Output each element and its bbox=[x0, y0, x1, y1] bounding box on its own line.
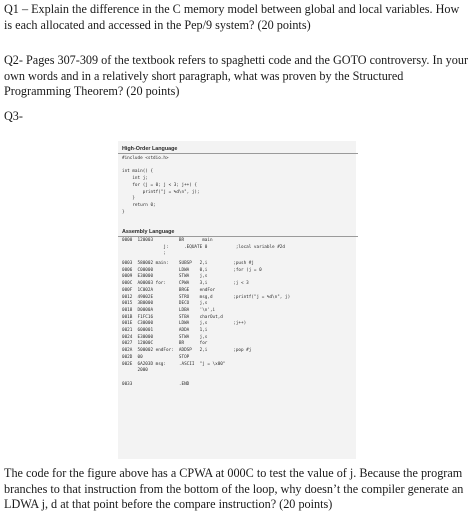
assembly-language-heading: Assembly Language bbox=[122, 229, 175, 235]
assembly-listing: 0003 580002 main: SUBSP 2,i ;push #j 0006 C00000 LDWA 0,i ;for (j = 0 0009 E30000 STWA j,s 000C A00003 for: CPWA 3,i ;j < 3 000F 1C002A BRGE endFor 0012 49002E STRO msg,d ;printf("j = %d\n", j) 0015 3B0000 DECO j,s 0018 D0000A LDBA '\n',i 001B F1FC16 STBA charOut,d 001E C30000 LDWA j,s ;j++) 0021 600001 ADDA 1,i 0024 E30000 STWA j,s 0027 12000C BR for 002A 500002 endFor: ADDSP 2,i ;pop #j 002D 00 STOP 002E 6A203D msg: .ASCII "j = \x00" 2000 0033 .END bbox=[122, 261, 291, 387]
high-order-language-heading: High-Order Language bbox=[122, 146, 178, 152]
question-3-text: The code for the figure above has a CPWA at 000C to test the value of j. Because the program branches to that instruction from the bottom of the loop, why doesn’t the compiler generate an LDWA j, d at that point before the compare instruction? (20 points) bbox=[4, 466, 464, 511]
c-source-code: #include <stdio.h> int main() { int j; for (j = 0; j < 3; j++) { printf("j = %d\n", j); } return 0; } bbox=[122, 156, 200, 215]
heading-divider bbox=[118, 236, 358, 237]
question-3-label: Q3- bbox=[4, 109, 23, 123]
question-2-text: Q2- Pages 307-309 of the textbook refers to spaghetti code and the GOTO controversy. In your own words and in a relatively short paragraph, what was proven by the Structured Programming Theorem? (20 points) bbox=[4, 53, 469, 98]
question-1-text: Q1 – Explain the difference in the C memory model between global and local variables. How is each allocated and accessed in the Pep/9 system? (20 points) bbox=[4, 2, 460, 32]
code-figure bbox=[118, 141, 356, 459]
assembly-header-code: 0000 120003 BR main j: .EQUATE 0 ;local variable #2d ; bbox=[122, 238, 285, 257]
heading-divider bbox=[118, 153, 358, 154]
